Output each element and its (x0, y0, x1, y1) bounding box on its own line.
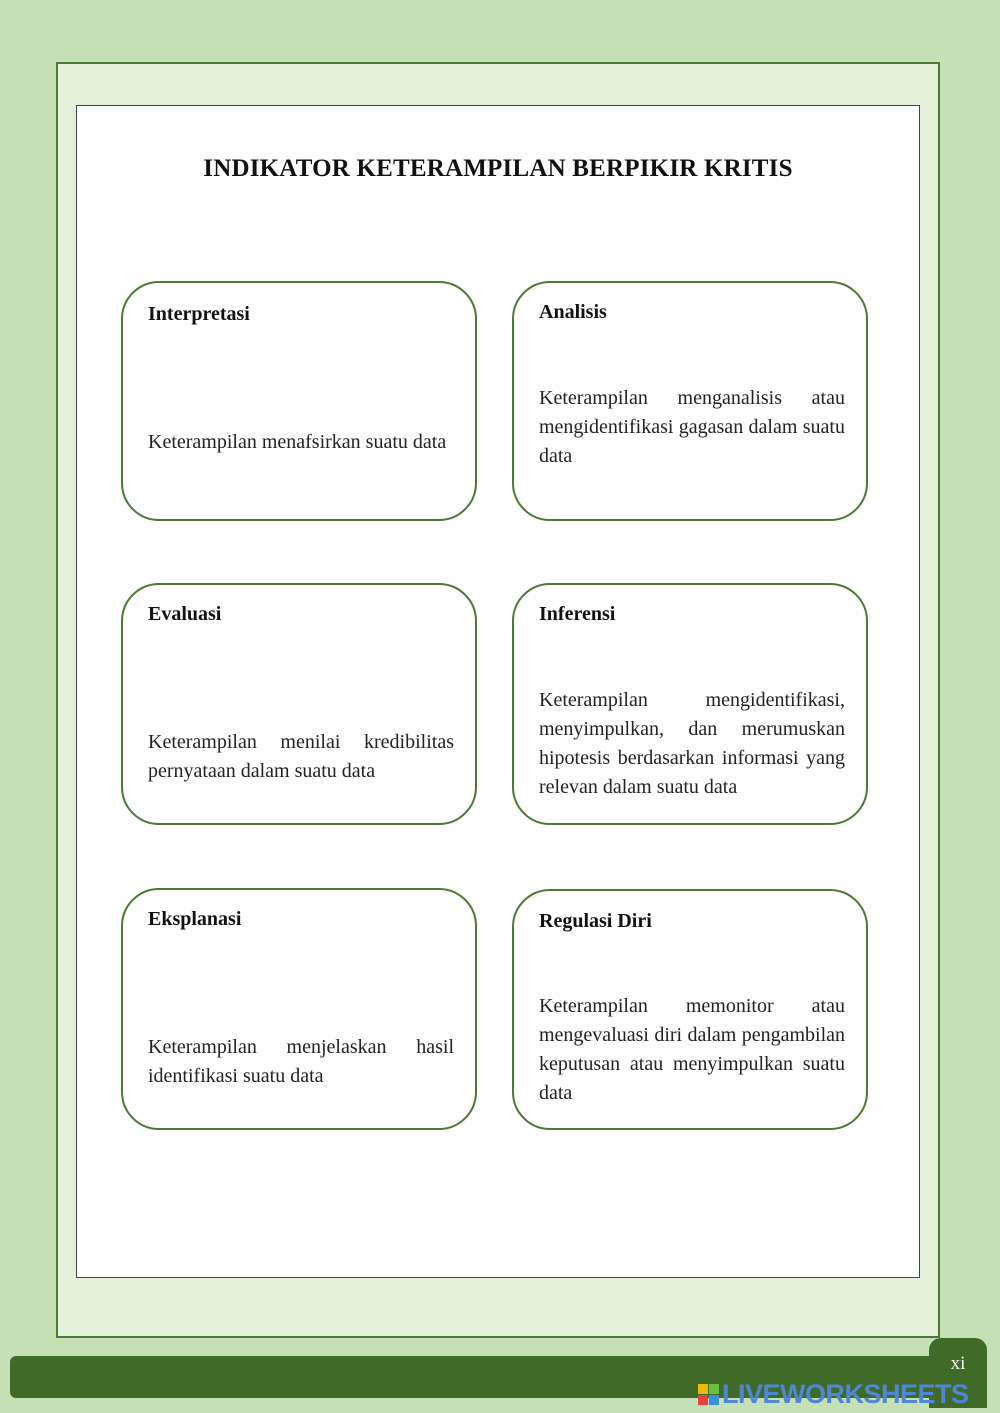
indicator-card-analisis (512, 281, 868, 521)
indicator-card-interpretasi (121, 281, 477, 521)
card-title: Inferensi (539, 603, 616, 625)
liveworksheets-watermark (698, 1377, 969, 1411)
page-number: xi (950, 1353, 966, 1374)
card-description: Keterampilan mengidentifikasi, menyimpulkan, dan merumuskan hipotesis berdasarkan informasi yang relevan dalam suatu data (539, 689, 845, 798)
logo-square (709, 1395, 719, 1405)
logo-square (709, 1384, 719, 1394)
card-description: Keterampilan menganalisis atau mengidentifikasi gagasan dalam suatu data (539, 387, 845, 467)
card-description: Keterampilan menilai kredibilitas pernyataan dalam suatu data (148, 731, 454, 782)
card-title: Evaluasi (148, 603, 222, 625)
liveworksheets-logo-icon (698, 1384, 719, 1405)
indicator-card-inferensi (512, 583, 868, 825)
card-description: Keterampilan menjelaskan hasil identifikasi suatu data (148, 1036, 454, 1087)
card-description: Keterampilan menafsirkan suatu data (148, 431, 447, 453)
card-title: Analisis (539, 301, 607, 323)
indicator-card-evaluasi (121, 583, 477, 825)
indicator-card-regulasi-diri (512, 889, 868, 1130)
card-description: Keterampilan memonitor atau mengevaluasi diri dalam pengambilan keputusan atau menyimpulkan suatu data (539, 995, 845, 1104)
card-title: Eksplanasi (148, 908, 242, 930)
card-title: Interpretasi (148, 303, 250, 325)
logo-square (698, 1395, 708, 1405)
watermark-text: LIVEWORKSHEETS (722, 1378, 969, 1409)
indicator-card-eksplanasi (121, 888, 477, 1130)
card-title: Regulasi Diri (539, 910, 652, 932)
logo-square (698, 1384, 708, 1394)
page-title: INDIKATOR KETERAMPILAN BERPIKIR KRITIS (203, 155, 793, 182)
